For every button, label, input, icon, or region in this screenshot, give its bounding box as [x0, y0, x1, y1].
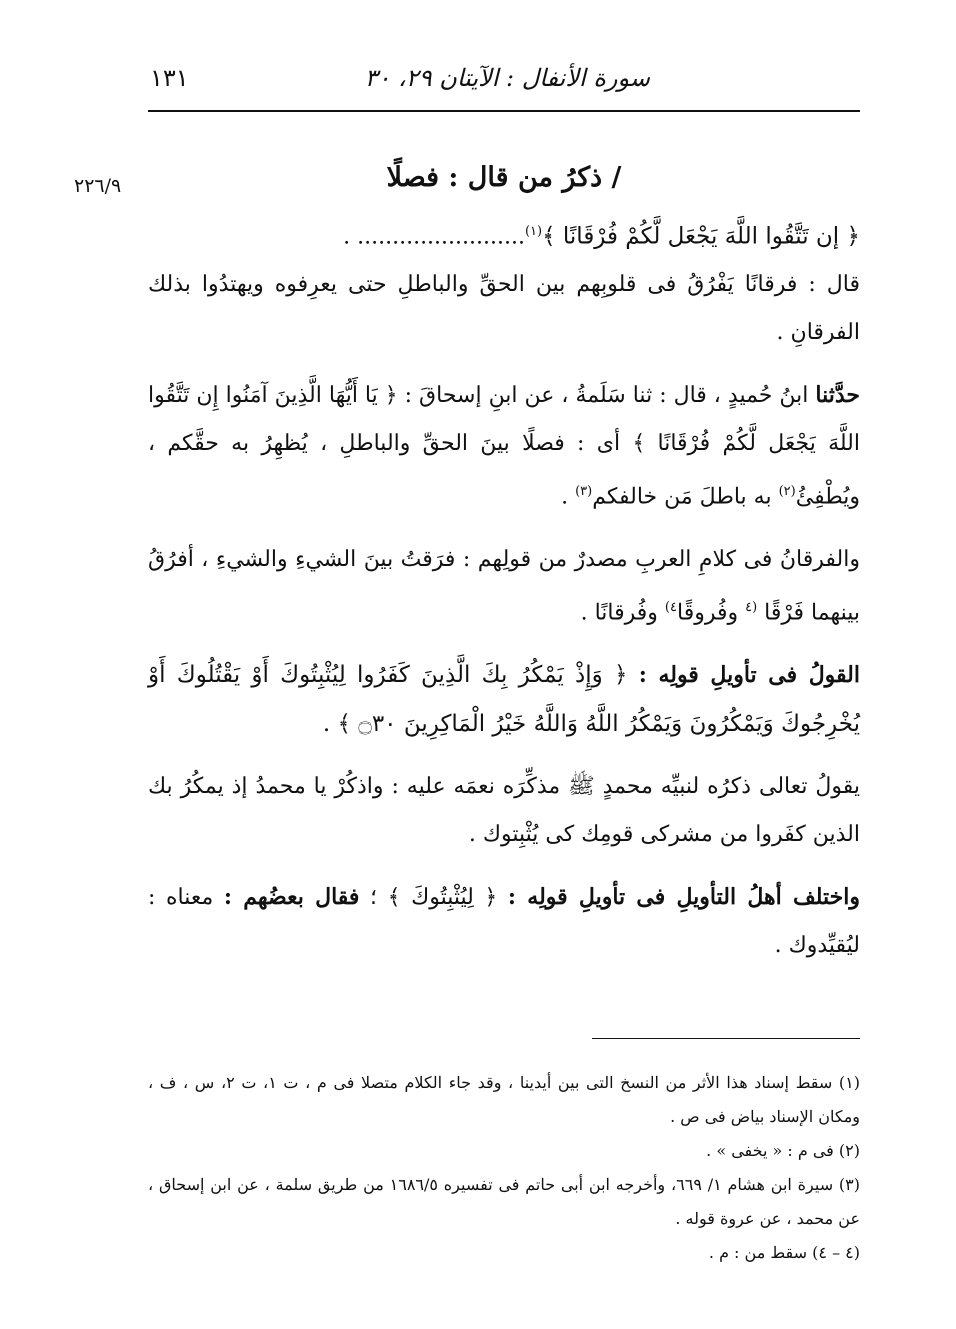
- footnote-mark: (٣): [575, 484, 593, 500]
- paragraph-3-end: .: [561, 484, 576, 510]
- footnote-rule: [592, 1038, 860, 1039]
- running-header: [148, 58, 860, 102]
- header-rule: [148, 110, 860, 112]
- main-text: [148, 150, 860, 970]
- quran-verse-30: ﴿ وَإِذْ يَمْكُرُ بِكَ الَّذِينَ كَفَرُوا لِيُثْبِتُوكَ أَوْ يَقْتُلُوكَ أَوْ يُخْرِجُوكَ وَيَمْكُرُونَ وَيَمْكُرُ اللَّهُ وَاللَّهُ خَيْرُ الْمَاكِرِينَ ۝٣٠ ﴾ .: [148, 661, 860, 737]
- paragraph-7-text: ﴿ لِيُثْبِتُوكَ ﴾ ؛: [359, 884, 508, 910]
- paragraph-1: [148, 208, 860, 261]
- isnad-lead: حدَّثنا: [815, 382, 860, 409]
- paragraph-4-text: والفرقانُ فى كلامِ العربِ مصدرٌ من قولِهم : فرَقتُ بينَ الشيءِ والشيءِ ، أفرُقُ بينهما فَرْقًا: [148, 546, 860, 625]
- paragraph-end: .: [343, 224, 358, 250]
- paragraph-4-text-3: وفُرقانًا .: [580, 599, 665, 625]
- paragraph-3: [148, 371, 860, 521]
- footnote-3: (٣) سيرة ابن هشام ١/ ٦٦٩، وأخرجه ابن أبى حاتم فى تفسيره ١٦٨٦/٥ من طريق سلمة ، عن ابن إسحاق ، عن محمد ، عن عروة قوله .: [148, 1175, 860, 1228]
- footnote-2: (٢) فى م : « يخفى » .: [706, 1141, 860, 1160]
- ellipsis-leader: ........................: [357, 224, 525, 250]
- paragraph-3-text-2: به باطلَ مَن خالفكم: [592, 484, 779, 510]
- paragraph-4: [148, 536, 860, 637]
- paragraph-4-text-2: وفُروقًا: [676, 599, 746, 625]
- footnote-mark: ٤): [664, 599, 677, 615]
- paragraph-6: يقولُ تعالى ذكرُه لنبيِّه محمدٍ ﷺ مذكِّرَه نعمَه عليه : واذكُرْ يا محمدُ إذ يمكُرُ بك الذين كفَروا من مشركى قومِك كى يُثْبِتوك .: [148, 773, 860, 847]
- tawil-heading: القولُ فى تأويلِ قولِه :: [638, 661, 860, 688]
- margin-reference: ٢٢٦/٩: [74, 175, 122, 197]
- ikhtilaf-lead: واختلف أهلُ التأويلِ فى تأويلِ قولِه :: [507, 883, 860, 910]
- paragraph-7-text-2: معناه : ليُقيِّدوك .: [148, 884, 860, 958]
- paragraph-3-text: ابنُ حُميدٍ ، قال : ثنا سَلَمةُ ، عن ابنِ إسحاقَ : ﴿ يَا أَيُّهَا الَّذِينَ آمَنُوا إِن تَتَّقُوا اللَّهَ يَجْعَل لَّكُمْ فُرْقَانًا ﴾ أى : فصلًا بينَ الحقِّ والباطلِ ، يُظهِرُ به حقَّكم ، ويُطْفِئُ: [148, 383, 860, 510]
- running-title: سورة الأنفال : الآيتان ٢٩، ٣٠: [364, 64, 650, 92]
- paragraph-5: [148, 651, 860, 749]
- footnote-mark: (١): [524, 224, 543, 239]
- paragraph-2: قال : فرقانًا يَفْرُقُ فى قلوبِهم بين الحقِّ والباطلِ حتى يعرِفوه ويهتدُوا بذلك الفرقانِ .: [148, 272, 860, 346]
- footnote-4: (٤ – ٤) سقط من : م .: [708, 1243, 860, 1262]
- footnotes: [148, 1066, 860, 1270]
- footnote-1: (١) سقط إسناد هذا الأثر من النسخ التى بين أيدينا ، وقد جاء الكلام متصلا فى م ، ت ١، ت ٢، س ، ف ، ومكان الإسناد بياض فى ص .: [148, 1073, 860, 1126]
- footnote-mark: (٢): [778, 484, 796, 500]
- page-number: ١٣١: [150, 64, 189, 92]
- footnote-mark: (٤: [745, 599, 758, 615]
- section-heading: / ذكرُ من قال : فصلًا: [386, 162, 622, 193]
- paragraph-7-bold: فقال بعضُهم :: [223, 883, 360, 910]
- quran-quote: ﴿ إن تَتَّقُوا اللَّهَ يَجْعَل لَّكُمْ فُرْقَانًا ﴾: [542, 223, 860, 250]
- paragraph-7: [148, 873, 860, 970]
